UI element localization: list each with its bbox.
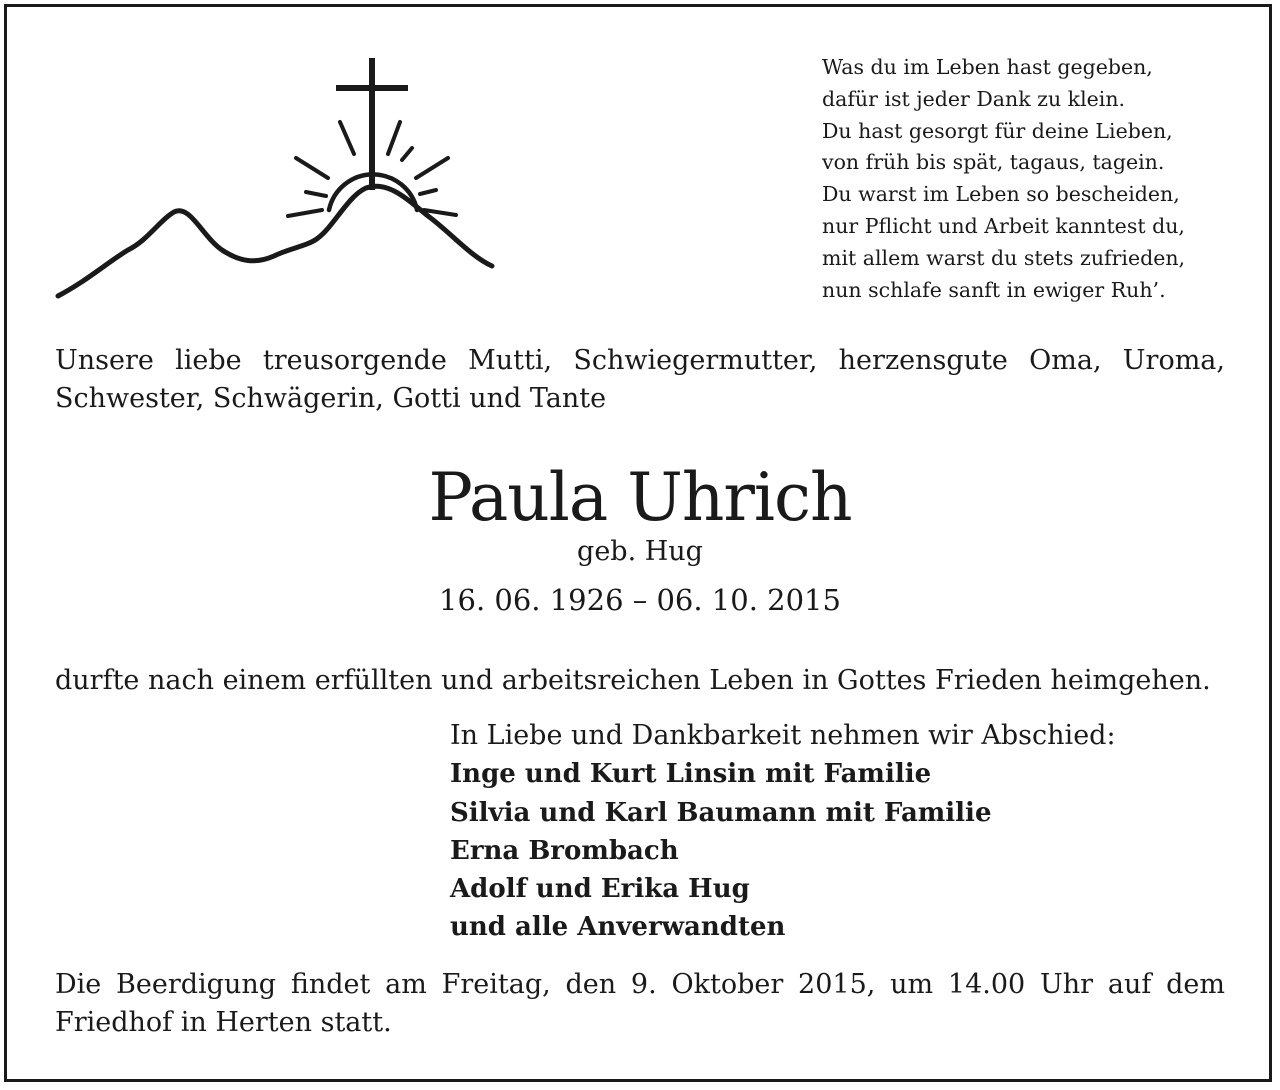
poem-line: mit allem warst du stets zufrieden, <box>822 245 1186 270</box>
poem-line: Du hast gesorgt für deine Lieben, <box>822 118 1173 143</box>
mourner-entry: und alle Anverwandten <box>450 912 786 943</box>
memorial-poem <box>822 52 1242 306</box>
poem-line: dafür ist jeder Dank zu klein. <box>822 86 1126 111</box>
poem-line: nun schlafe sanft in ewiger Ruh’. <box>822 277 1166 302</box>
mourner-entry: Inge und Kurt Linsin mit Familie <box>450 759 932 790</box>
maiden-name: geb. Hug <box>577 536 703 567</box>
life-dates: 16. 06. 1926 – 06. 10. 2015 <box>439 583 841 617</box>
mourner-entry: Adolf und Erika Hug <box>450 874 750 905</box>
mourners-intro: In Liebe und Dankbarkeit nehmen wir Abschied: <box>450 720 1116 751</box>
mourner-entry: Silvia und Karl Baumann mit Familie <box>450 797 992 828</box>
poem-line: von früh bis spät, tagaus, tagein. <box>822 150 1165 175</box>
deceased-name: Paula Uhrich <box>428 459 852 536</box>
poem-line: Was du im Leben hast gegeben, <box>822 55 1153 79</box>
poem-line: Du warst im Leben so bescheiden, <box>822 182 1180 207</box>
cross-on-hill-with-rising-sun-icon <box>52 50 502 305</box>
funeral-notice: Die Beerdigung findet am Freitag, den 9. Oktober 2015, um 14.00 Uhr auf dem Friedhof in Herten statt. <box>55 969 1225 1038</box>
relationship-intro: Unsere liebe treusorgende Mutti, Schwiegermutter, herzensgute Oma, Uroma, Schwester, Schwägerin, Gotti und Tante <box>55 345 1225 414</box>
mourner-entry: Erna Brombach <box>450 835 679 866</box>
mourners-list <box>450 717 1230 947</box>
poem-line: nur Pflicht und Arbeit kanntest du, <box>822 213 1185 238</box>
passing-statement: durfte nach einem erfüllten und arbeitsreichen Leben in Gottes Frieden heimgehen. <box>55 665 1211 696</box>
